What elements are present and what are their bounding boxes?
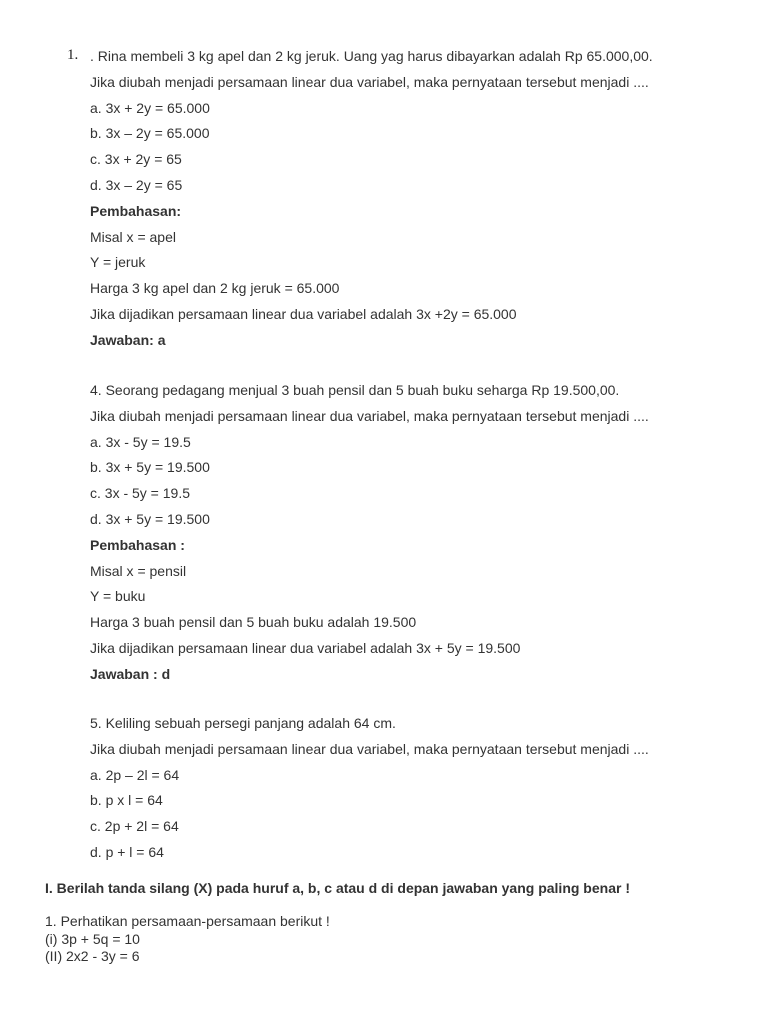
question-1 <box>90 46 750 356</box>
question-5-option-c: c. 2p + 2l = 64 <box>90 818 179 835</box>
section-question-1-text: 1. Perhatikan persamaan-persamaan berikut ! <box>45 913 330 929</box>
question-1-discussion-line: Y = jeruk <box>90 254 146 271</box>
question-4-option-c: c. 3x - 5y = 19.5 <box>90 485 190 502</box>
question-5 <box>90 713 750 868</box>
question-4-instruction: Jika diubah menjadi persamaan linear dua variabel, maka pernyataan tersebut menjadi .... <box>90 407 649 424</box>
question-4-option-a: a. 3x - 5y = 19.5 <box>90 433 191 450</box>
question-1-option-d: d. 3x – 2y = 65 <box>90 176 183 193</box>
question-5-option-b: b. p x l = 64 <box>90 792 163 809</box>
question-1-instruction: Jika diubah menjadi persamaan linear dua variabel, maka pernyataan tersebut menjadi .... <box>90 73 649 90</box>
question-4 <box>90 380 750 690</box>
question-4-text: 4. Seorang pedagang menjual 3 buah pensil dan 5 buah buku seharga Rp 19.500,00. <box>90 382 620 398</box>
question-1-option-c: c. 3x + 2y = 65 <box>90 151 182 168</box>
question-1-discussion-line: Misal x = apel <box>90 228 176 245</box>
section-equation-i: (i) 3p + 5q = 10 <box>45 930 140 947</box>
section-heading: I. Berilah tanda silang (X) pada huruf a, b, c atau d di depan jawaban yang paling benar ! <box>45 880 630 896</box>
question-1-option-a: a. 3x + 2y = 65.000 <box>90 99 210 116</box>
question-1-option-b: b. 3x – 2y = 65.000 <box>90 125 210 142</box>
question-1-answer: Jawaban: a <box>90 331 166 348</box>
question-1-discussion-label: Pembahasan: <box>90 202 182 219</box>
question-1-discussion-line: Harga 3 kg apel dan 2 kg jeruk = 65.000 <box>90 280 340 297</box>
question-4-discussion-line: Y = buku <box>90 588 146 605</box>
section-equation-ii: (II) 2x2 - 3y = 6 <box>45 948 140 964</box>
question-4-discussion-label: Pembahasan : <box>90 536 185 553</box>
question-4-discussion-line: Harga 3 buah pensil dan 5 buah buku adalah 19.500 <box>90 614 417 631</box>
question-1-discussion-line: Jika dijadikan persamaan linear dua variabel adalah 3x +2y = 65.000 <box>90 305 517 322</box>
question-5-instruction: Jika diubah menjadi persamaan linear dua variabel, maka pernyataan tersebut menjadi .... <box>90 740 649 757</box>
question-5-option-d: d. p + l = 64 <box>90 843 164 860</box>
question-5-text: 5. Keliling sebuah persegi panjang adalah 64 cm. <box>90 715 396 731</box>
question-1-text: . Rina membeli 3 kg apel dan 2 kg jeruk. Uang yag harus dibayarkan adalah Rp 65.000,00. <box>90 48 653 64</box>
question-1-number: 1. <box>67 47 79 63</box>
question-4-discussion-line: Jika dijadikan persamaan linear dua variabel adalah 3x + 5y = 19.500 <box>90 639 521 656</box>
question-4-answer: Jawaban : d <box>90 665 171 682</box>
question-4-option-d: d. 3x + 5y = 19.500 <box>90 510 210 527</box>
question-4-option-b: b. 3x + 5y = 19.500 <box>90 459 210 476</box>
question-4-discussion-line: Misal x = pensil <box>90 562 187 579</box>
question-5-option-a: a. 2p – 2l = 64 <box>90 766 180 783</box>
section-question-1 <box>45 913 745 966</box>
